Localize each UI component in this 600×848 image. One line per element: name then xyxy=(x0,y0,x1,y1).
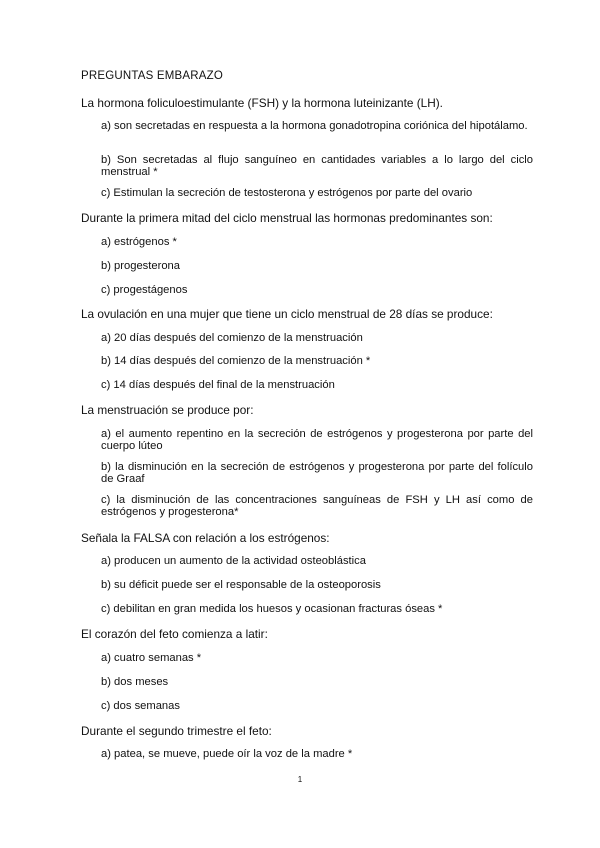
page-title: PREGUNTAS EMBARAZO xyxy=(81,70,224,82)
question-6-option-b: b) dos meses xyxy=(101,676,169,688)
question-5-option-c: c) debilitan en gran medida los huesos y ocasionan fracturas óseas * xyxy=(101,603,443,615)
page-number: 1 xyxy=(297,775,303,784)
question-7-option-a: a) patea, se mueve, puede oír la voz de la madre * xyxy=(101,748,353,760)
question-2-option-a: a) estrógenos * xyxy=(101,236,177,248)
question-3-option-c: c) 14 días después del final de la menstruación xyxy=(101,379,335,391)
question-1-option-a: a) son secretadas en respuesta a la hormona gonadotropina coriónica del hipotálamo. xyxy=(101,120,528,132)
question-2: Durante la primera mitad del ciclo menstrual las hormonas predominantes son: xyxy=(81,211,493,225)
question-5-option-a: a) producen un aumento de la actividad osteoblástica xyxy=(101,555,366,567)
question-5-option-b: b) su déficit puede ser el responsable de la osteoporosis xyxy=(101,579,381,591)
question-3-option-a: a) 20 días después del comienzo de la menstruación xyxy=(101,332,363,344)
question-6: El corazón del feto comienza a latir: xyxy=(81,627,268,641)
question-1-option-c: c) Estimulan la secreción de testosterona y estrógenos por parte del ovario xyxy=(101,187,473,199)
question-4-option-a: a) el aumento repentino en la secreción de estrógenos y progesterona por parte del cuerpo lúteo xyxy=(101,428,533,452)
question-7: Durante el segundo trimestre el feto: xyxy=(81,724,272,738)
question-2-option-b: b) progesterona xyxy=(101,260,180,272)
question-1: La hormona foliculoestimulante (FSH) y la hormona luteinizante (LH). xyxy=(81,96,443,110)
question-6-option-a: a) cuatro semanas * xyxy=(101,652,202,664)
question-6-option-c: c) dos semanas xyxy=(101,700,180,712)
question-4-option-b: b) la disminución en la secreción de estrógenos y progesterona por parte del folículo de Graaf xyxy=(101,461,533,485)
question-5: Señala la FALSA con relación a los estrógenos: xyxy=(81,531,330,545)
question-2-option-c: c) progestágenos xyxy=(101,284,188,296)
question-4: La menstruación se produce por: xyxy=(81,403,254,417)
question-4-option-c: c) la disminución de las concentraciones sanguíneas de FSH y LH así como de estrógenos y progesterona* xyxy=(101,494,533,518)
question-3-option-b: b) 14 días después del comienzo de la menstruación * xyxy=(101,355,371,367)
question-3: La ovulación en una mujer que tiene un ciclo menstrual de 28 días se produce: xyxy=(81,307,493,321)
question-1-option-b: b) Son secretadas al flujo sanguíneo en cantidades variables a lo largo del ciclo menstrual * xyxy=(101,154,533,178)
